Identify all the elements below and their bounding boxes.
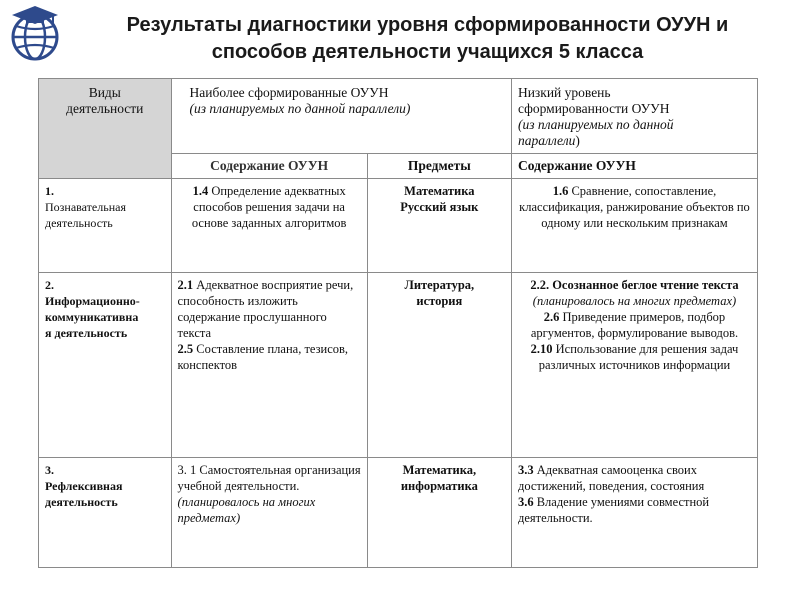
- activity-type-cell: 1. Познавательная деятельность: [39, 179, 172, 273]
- subheader-content-low: Содержание ОУУН: [511, 154, 757, 179]
- diagnostics-table: [38, 78, 758, 568]
- best-content-cell: 3. 1 Самостоятельная организация учебной деятельности. (планировалось на многих предметах): [171, 458, 367, 568]
- title-line-1: Результаты диагностики уровня сформированности ОУУН и: [126, 14, 729, 36]
- low-content-cell: 2.2. Осознанное беглое чтение текста (планировалось на многих предметах) 2.6 Приведение примеров, подбор аргументов, формулирование выводов. 2.10 Использование для решения задач различных источников информации: [511, 273, 757, 458]
- table-row: [39, 458, 758, 568]
- activity-type-cell: 2. Информационно- коммуникативна я деятельность: [39, 273, 172, 458]
- low-content-cell: 1.6 Сравнение, сопоставление, классификация, ранжирование объектов по одному или нескольким признакам: [511, 179, 757, 273]
- globe-logo-icon: [6, 4, 64, 62]
- low-content-cell: 3.3 Адекватная самооценка своих достижений, поведения, состояния 3.6 Владение умениями совместной деятельности.: [511, 458, 757, 568]
- page-title: [70, 12, 785, 66]
- best-content-cell: 2.1 Адекватное восприятие речи, способность изложить содержание прослушанного текста 2.5 Составление плана, тезисов, конспектов: [171, 273, 367, 458]
- best-content-cell: 1.4 Определение адекватных способов решения задачи на основе заданных алгоритмов: [171, 179, 367, 273]
- header-activity-types: Виды деятельности: [39, 79, 172, 179]
- subjects-cell: Математика, информатика: [367, 458, 511, 568]
- header-low-level: Низкий уровень сформированности ОУУН (из планируемых по данной параллели): [511, 79, 757, 154]
- activity-type-cell: 3. Рефлексивная деятельность: [39, 458, 172, 568]
- header-most-formed: Наиболее сформированные ОУУН (из планируемых по данной параллели): [171, 79, 511, 154]
- title-line-2: способов деятельности учащихся 5 класса: [211, 41, 644, 63]
- table-row: [39, 179, 758, 273]
- subjects-cell: Литература, история: [367, 273, 511, 458]
- table-row: [39, 273, 758, 458]
- subheader-content: Содержание ОУУН: [171, 154, 367, 179]
- subheader-subjects: Предметы: [367, 154, 511, 179]
- subjects-cell: Математика Русский язык: [367, 179, 511, 273]
- table-header-row: [39, 79, 758, 154]
